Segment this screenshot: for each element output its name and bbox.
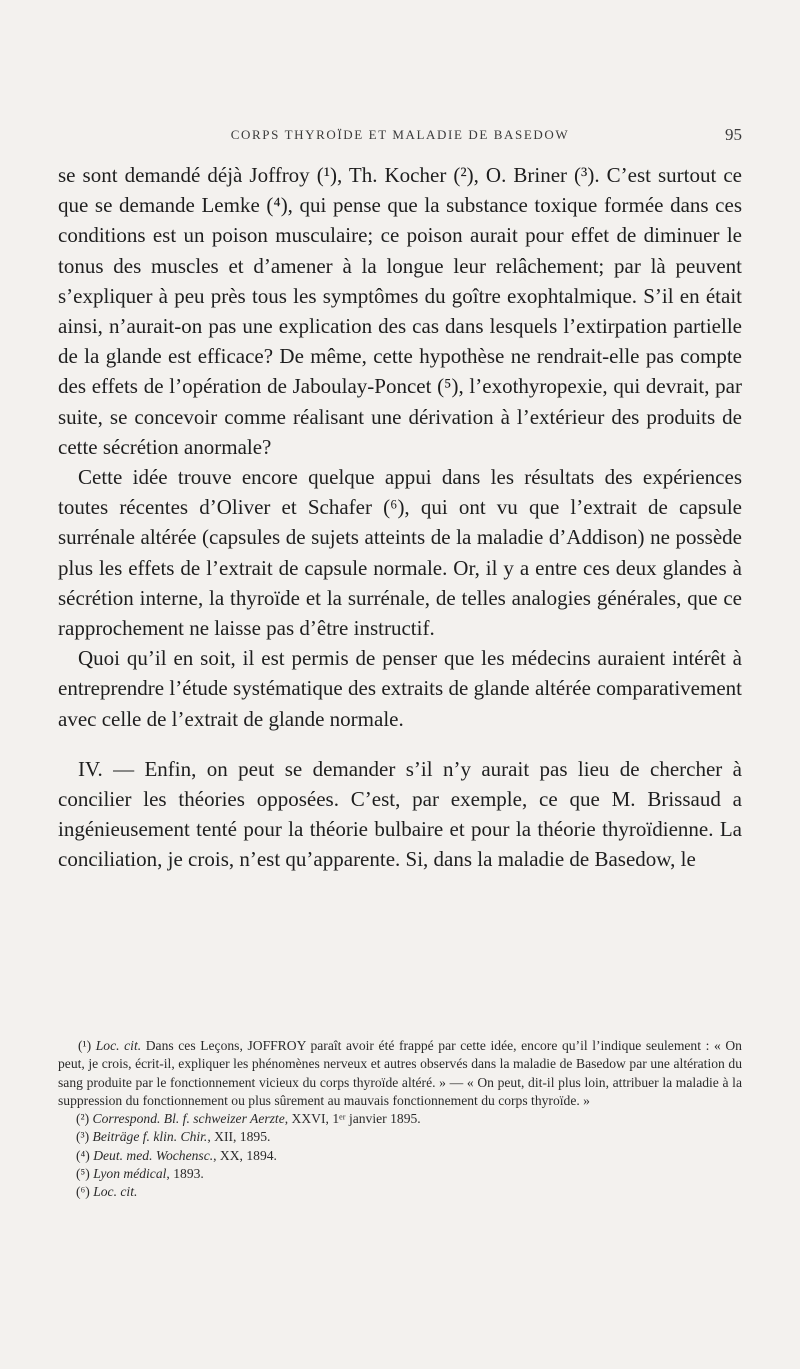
paragraph-oliver-schafer: Cette idée trouve encore quelque appui dans les résultats des expériences toutes récentes d’Oliver et Schafer (⁶), qui ont vu que l’extrait de capsule surrénale altérée (capsules de sujets atteints de la maladie d’Addison) ne possède plus les effets de l’extrait de capsule normale. Or, il y a entre ces deux glandes à sécrétion interne, la thyroïde et la surrénale, de telles analogies générales, que ce rapprochement ne laisse pas d’être instructif. [58, 465, 742, 641]
footnote-mark: (⁴) [76, 1147, 90, 1163]
footnote-mark: (³) [76, 1129, 90, 1145]
footnote-source: Correspond. Bl. f. schweizer Aerzte [92, 1111, 285, 1127]
paragraph-continuation: se sont demandé déjà Joffroy (¹), Th. Kocher (²), O. Briner (³). C’est surtout ce que se demande Lemke (⁴), qui pense que la substance toxique formée dans ces conditions est un poison musculaire; ce poison aurait pour effet de diminuer le tonus des muscles et d’amener à la longue leur relâchement; par là peuvent s’expliquer à peu près tous les symptômes du goître exophtalmique. S’il en était ainsi, n’aurait-on pas une explication des cas dans lesquels l’extirpation partielle de la glande est efficace? De même, cette hypothèse ne rendrait-elle pas compte des effets de l’opération de Jaboulay-Poncet (⁵), l’exothyropexie, qui devrait, par suite, se concevoir comme réalisant une dérivation à l’extérieur des produits de cette sécrétion anormale? [58, 163, 742, 459]
footnote-ref: Loc. cit. [95, 1038, 142, 1053]
footnote-1 [58, 1037, 742, 1110]
footnote-3 [58, 1128, 742, 1146]
running-title: CORPS THYROÏDE ET MALADIE DE BASEDOW [230, 127, 570, 142]
paragraph-extracts: Quoi qu’il en soit, il est permis de penser que les médecins auraient intérêt à entreprendre l’étude systématique des extraits de glande altérée comparativement avec celle de l’extrait de glande normale. [58, 646, 742, 731]
footnote-mark: (⁶) [76, 1184, 90, 1200]
footnote-detail: , XX, 1894. [213, 1147, 277, 1163]
footnote-detail: , XII, 1895. [207, 1129, 271, 1145]
footnote-source: Loc. cit. [93, 1184, 138, 1200]
running-head [58, 127, 742, 147]
page-number: 95 [725, 125, 742, 144]
footnote-source: Deut. med. Wochensc. [93, 1147, 214, 1163]
footnote-mark: (²) [76, 1111, 90, 1127]
footnote-source: Lyon médical [93, 1166, 167, 1182]
footnote-6 [58, 1183, 742, 1201]
paragraph-section-iv: IV. — Enfin, on peut se demander s’il n’y aurait pas lieu de chercher à concilier les théories opposées. C’est, par exemple, ce que M. Brissaud a ingénieusement tenté pour la théorie bulbaire et pour la théorie thyroïdienne. La conciliation, je crois, n’est qu’apparente. Si, dans la maladie de Basedow, le [58, 756, 742, 872]
footnote-text: Dans ces Leçons, JOFFROY paraît avoir été frappé par cette idée, encore qu’il l’indique seulement : « On peut, je crois, écrit-il, expliquer les phénomènes nerveux et autres observés dans la maladie de Basedow par une altération du sang produite par le fonctionnement vicieux du corps thyroïde altéré. » — « On peut, dit-il plus loin, attribuer la maladie à la suppression du fonctionnement ou plus sûrement au mauvais fonctionnement du corps thyroïde. » [58, 1038, 742, 1108]
footnote-detail: , XXVI, 1ᵉʳ janvier 1895. [284, 1111, 421, 1127]
footnote-source: Beiträge f. klin. Chir. [92, 1129, 208, 1145]
footnote-detail: , 1893. [166, 1166, 204, 1182]
body-text [58, 160, 742, 875]
footnote-mark: (⁵) [76, 1166, 90, 1182]
footnote-5 [58, 1165, 742, 1183]
footnotes [58, 1037, 742, 1202]
footnote-2 [58, 1110, 742, 1128]
footnote-mark: (¹) [78, 1038, 92, 1053]
footnote-4 [58, 1147, 742, 1165]
